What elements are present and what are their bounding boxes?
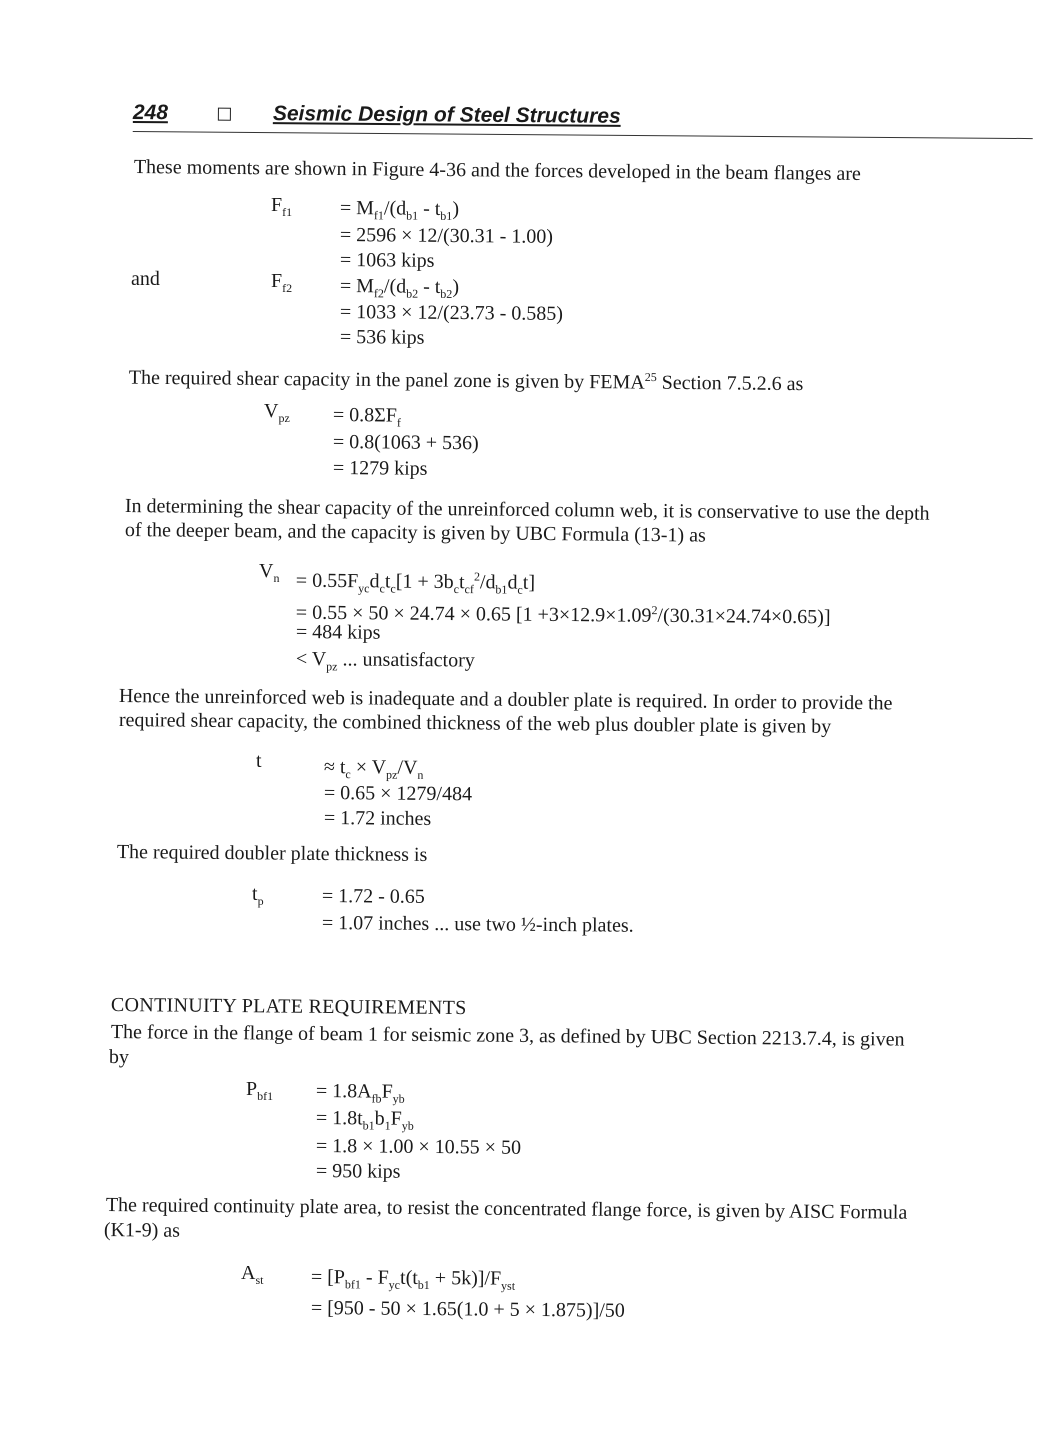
pbf-eq-3: = 1.8 × 1.00 × 10.55 × 50 xyxy=(315,1135,522,1159)
doubler-line-1: Hence the unreinforced web is inadequate and a doubler plate is required. In order to provide the xyxy=(118,684,893,715)
page-number: 248 xyxy=(132,101,169,125)
symbol-ast: $A_{st}$ xyxy=(241,1262,264,1287)
vn-eq-3: = 484 kips xyxy=(295,620,381,644)
vn-eq-4: < $V_{pz}$ ... unsatisfactory xyxy=(295,647,475,674)
ff1-eq-3: = 1063 kips xyxy=(339,248,435,272)
vpz-eq-1: = $0.8\Sigma F_f$ xyxy=(332,403,401,430)
doubler-thickness-paragraph: The required doubler plate thickness is xyxy=(116,840,428,866)
ast-eq-1: = $[P_{bf1} - F_{yc}t(t_{b1} + 5k)]/F_{yst}$ xyxy=(310,1266,516,1293)
tp-eq-1: = 1.72 - 0.65 xyxy=(321,884,425,908)
symbol-pbf1: $P_{bf1}$ xyxy=(246,1078,274,1103)
t-eq-3: = 1.72 inches xyxy=(323,806,432,830)
doubler-line-2: required shear capacity, the combined thickness of the web plus doubler plate is given by xyxy=(118,708,832,738)
flange-force-line-2: by xyxy=(108,1046,129,1069)
ff1-eq-2: = 2596 × 12/(30.31 - 1.00) xyxy=(339,223,554,248)
panel-zone-paragraph: The required shear capacity in the panel zone is given by FEMA$^{25}$ Section 7.5.2.6 as xyxy=(128,366,804,396)
vn-eq-1: = $0.55F_{yc}d_ct_c[1 + 3b_ct_{cf}^2/d_{b1}d_ct]$ xyxy=(295,569,536,597)
vpz-eq-3: = 1279 kips xyxy=(332,456,428,480)
continuity-area-line-1: The required continuity plate area, to resist the concentrated flange force, is given by AISC Formula xyxy=(105,1194,908,1224)
header-rule xyxy=(133,131,1033,139)
section-heading: CONTINUITY PLATE REQUIREMENTS xyxy=(110,994,467,1020)
tp-eq-2: = 1.07 inches ... use two ½-inch plates. xyxy=(321,911,634,937)
web-capacity-line-1: In determining the shear capacity of the unreinforced column web, it is conservative to use the depth xyxy=(124,494,930,525)
pbf-eq-4: = 950 kips xyxy=(315,1160,401,1183)
web-capacity-line-2: of the deeper beam, and the capacity is given by UBC Formula (13-1) as xyxy=(124,518,706,547)
pbf-eq-1: = $1.8A_{fb}F_{yb}$ xyxy=(315,1080,405,1106)
ff2-eq-1: = $M_{f2}/(d_{b2} - t_{b2})$ xyxy=(339,274,460,301)
vpz-eq-2: = 0.8(1063 + 536) xyxy=(332,430,479,455)
ast-eq-2: = [950 - 50 × 1.65(1.0 + 5 × 1.875)]/50 xyxy=(310,1297,625,1322)
continuity-area-line-2: (K1-9) as xyxy=(103,1219,181,1242)
and-label: and xyxy=(131,268,160,290)
flange-force-line-1: The force in the flange of beam 1 for seismic zone 3, as defined by UBC Section 2213.7.4, is given xyxy=(110,1020,905,1051)
intro-paragraph: These moments are shown in Figure 4-36 and the forces developed in the beam flanges are xyxy=(133,155,861,185)
ff2-eq-2: = 1033 × 12/(23.73 - 0.585) xyxy=(339,300,564,325)
symbol-ff2: $F_{f2}$ xyxy=(271,270,293,295)
pbf-eq-2: = $1.8t_{b1}b_1F_{yb}$ xyxy=(315,1107,414,1133)
square-bullet-icon xyxy=(218,108,231,121)
ff2-eq-3: = 536 kips xyxy=(339,325,425,349)
symbol-vpz: $V_{pz}$ xyxy=(264,400,290,425)
page-header xyxy=(133,101,1033,138)
book-title: Seismic Design of Steel Structures xyxy=(272,102,621,128)
vn-eq-2: = 0.55 × 50 × 24.74 × 0.65 $[1 +3\times 12.9\times 1.09^2/(30.31\times 24.74\times 0.65)]$ xyxy=(295,601,831,629)
t-eq-2: = 0.65 × 1279/484 xyxy=(323,781,473,806)
t-eq-1: ≈ $t_c \times V_{pz}/V_n$ xyxy=(323,755,424,782)
symbol-t: t xyxy=(256,750,262,772)
symbol-vn: $V_n$ xyxy=(259,560,280,585)
symbol-tp: $t_p$ xyxy=(252,883,264,908)
symbol-ff1: $F_{f1}$ xyxy=(271,194,293,219)
ff1-eq-1: = $M_{f1}/(d_{b1} - t_{b1})$ xyxy=(339,196,460,223)
